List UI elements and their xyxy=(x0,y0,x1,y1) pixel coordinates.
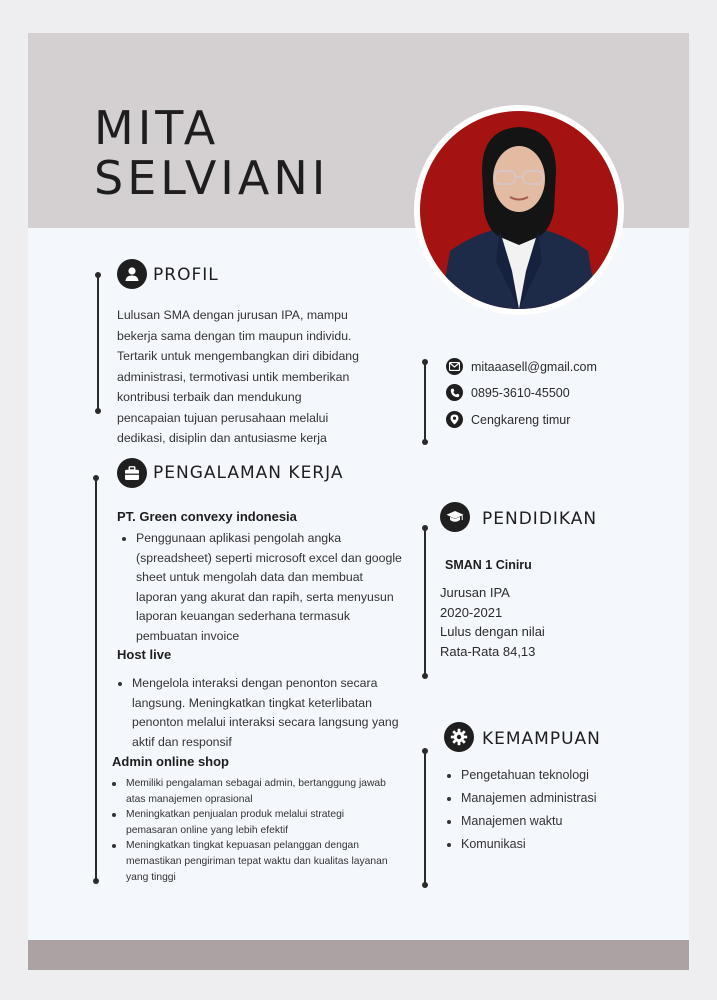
phone-icon xyxy=(446,384,463,401)
job-title: Admin online shop xyxy=(112,754,229,769)
profile-photo-frame xyxy=(414,105,624,315)
job-title: PT. Green convexy indonesia xyxy=(117,509,297,524)
list-item: Penggunaan aplikasi pengolah angka (spreadsheet) seperti microsoft excel dan google sheet untuk mengolah data dan membuat laporan yang akurat dan rapih, serta menyusun laporan keuangan sederhana termasuk pembuatan invoice xyxy=(120,529,405,646)
email-text: mitaaasell@gmail.com xyxy=(471,359,597,374)
skill-item: Komunikasi xyxy=(445,833,665,856)
skill-item: Manajemen waktu xyxy=(445,810,665,833)
profile-timeline-line xyxy=(97,275,99,411)
experience-timeline-line xyxy=(95,478,97,881)
user-icon xyxy=(117,259,147,289)
education-graduated: Lulus dengan nilai xyxy=(440,624,545,639)
list-item: Meningkatkan penjualan produk melalui strategi pemasaran online yang lebih efektif xyxy=(110,807,390,838)
experience-section-title: PENGALAMAN KERJA xyxy=(153,463,344,483)
profile-line: Lulusan SMA dengan jurusan IPA, mampu xyxy=(117,308,348,322)
profile-section-title: PROFIL xyxy=(153,265,219,285)
contact-timeline-line xyxy=(424,362,426,442)
location-pin-icon xyxy=(446,411,463,428)
profile-line: administrasi, termotivasi untik memberikan xyxy=(117,369,350,384)
education-details xyxy=(440,583,545,661)
profile-line: dedikasi, disiplin dan antusiasme kerja xyxy=(117,431,327,445)
first-name: MITA xyxy=(94,101,220,155)
education-major: Jurusan IPA xyxy=(440,585,510,600)
candidate-name xyxy=(94,103,329,203)
last-name: SELVIANI xyxy=(94,151,330,205)
location-text: Cengkareng timur xyxy=(471,412,571,427)
profile-line: kontribusi terbaik dan mendukung xyxy=(117,390,302,404)
graduation-cap-icon xyxy=(440,502,470,532)
skills-list xyxy=(445,764,665,856)
skill-item: Manajemen administrasi xyxy=(445,787,665,810)
contact-location xyxy=(446,411,570,428)
education-years: 2020-2021 xyxy=(440,604,503,620)
profile-line: pencapaian tujuan perusahaan melalui xyxy=(117,410,329,425)
gear-icon xyxy=(444,722,474,752)
profile-line: Tertarik untuk mengembangkan diri dibidang xyxy=(117,349,359,363)
job-title: Host live xyxy=(117,647,172,662)
skills-section-title: KEMAMPUAN xyxy=(482,729,601,749)
profile-photo xyxy=(420,111,618,309)
footer-band xyxy=(28,940,689,970)
briefcase-icon xyxy=(117,458,147,488)
education-section-title: PENDIDIKAN xyxy=(482,509,598,529)
profile-summary xyxy=(117,305,417,449)
job-bullets xyxy=(110,776,390,885)
contact-phone xyxy=(446,384,570,401)
profile-line: bekerja sama dengan tim maupun individu. xyxy=(117,328,352,343)
skills-timeline-line xyxy=(424,751,426,885)
list-item: Memiliki pengalaman sebagai admin, bertanggung jawab atas manajemen oprasional xyxy=(110,776,390,807)
skill-item: Pengetahuan teknologi xyxy=(445,764,665,787)
list-item: Meningkatkan tingkat kepuasan pelanggan dengan memastikan pengiriman tepat waktu dan kualitas layanan yang tinggi xyxy=(110,838,390,885)
job-bullets xyxy=(116,674,408,752)
email-icon xyxy=(446,358,463,375)
education-score: Rata-Rata 84,13 xyxy=(440,643,536,659)
education-school: SMAN 1 Ciniru xyxy=(445,558,532,572)
job-bullets xyxy=(120,529,405,646)
list-item: Mengelola interaksi dengan penonton secara langsung. Meningkatkan tingkat keterlibatan penonton melalui interaksi secara langsung yang aktif dan responsif xyxy=(116,674,408,752)
phone-text: 0895-3610-45500 xyxy=(471,385,570,400)
resume-sheet xyxy=(28,33,689,970)
contact-email xyxy=(446,358,597,375)
education-timeline-line xyxy=(424,528,426,676)
